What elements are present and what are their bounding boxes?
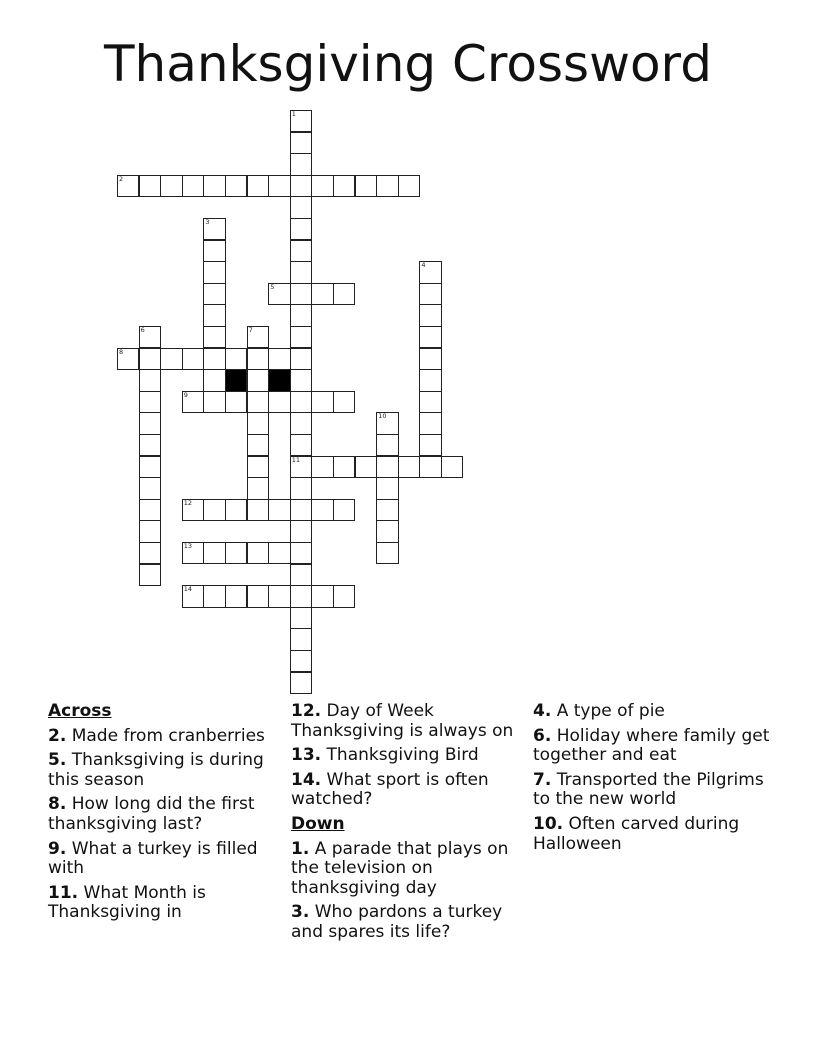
grid-cell[interactable] — [182, 499, 204, 521]
grid-cell[interactable] — [139, 456, 161, 478]
grid-cell[interactable] — [203, 304, 225, 326]
clue-number: 12. — [291, 701, 322, 721]
grid-cell[interactable] — [247, 499, 269, 521]
clue-number: 11. — [48, 882, 79, 903]
grid-cell[interactable] — [117, 175, 139, 197]
grid-cell[interactable] — [290, 672, 312, 694]
grid-cell[interactable] — [290, 240, 312, 262]
grid-cell[interactable] — [355, 175, 377, 197]
grid-cell[interactable] — [290, 520, 312, 542]
clue-across-9 — [48, 840, 288, 879]
grid-cell[interactable] — [290, 477, 312, 499]
grid-cell[interactable] — [139, 477, 161, 499]
grid-cell[interactable] — [311, 175, 333, 197]
cell-number: 3 — [205, 218, 210, 226]
grid-cell[interactable] — [139, 434, 161, 456]
clue-across-2 — [48, 727, 288, 747]
cell-number: 4 — [421, 261, 426, 270]
grid-cell[interactable] — [376, 499, 398, 521]
grid-cell[interactable] — [290, 110, 312, 132]
grid-cell[interactable] — [376, 520, 398, 542]
grid-cell[interactable] — [376, 175, 398, 197]
across-heading: Across — [48, 701, 112, 721]
clues-column-3 — [533, 702, 773, 859]
grid-cell[interactable] — [419, 456, 441, 478]
grid-cell[interactable] — [247, 348, 269, 370]
grid-cell[interactable] — [333, 499, 355, 521]
cell-number: 11 — [291, 455, 301, 464]
grid-cell[interactable] — [311, 283, 333, 305]
grid-cell[interactable] — [376, 542, 398, 564]
grid-cell[interactable] — [203, 348, 225, 370]
clue-text: How long did the first thanksgiving last? — [48, 794, 255, 834]
clue-number: 5. — [48, 750, 67, 771]
page-title: Thanksgiving Crossword — [104, 35, 712, 93]
clue-number: 8. — [48, 794, 67, 815]
clue-number: 3. — [291, 902, 310, 923]
clue-down-1 — [291, 840, 527, 899]
clue-text: Often carved during Halloween — [533, 813, 740, 854]
grid-cell[interactable] — [311, 499, 333, 521]
clue-number: 14. — [291, 769, 322, 790]
grid-cell[interactable] — [290, 196, 312, 218]
grid-cell[interactable] — [290, 348, 312, 370]
grid-cell[interactable] — [311, 456, 333, 478]
grid-cell[interactable] — [203, 261, 225, 283]
grid-cell[interactable] — [182, 175, 204, 197]
clue-number: 13. — [291, 745, 322, 766]
clue-text: A parade that plays on the television on thanksgiving day — [291, 838, 509, 898]
clue-down-4 — [533, 702, 773, 722]
clue-text: Holiday where family get together and eat — [533, 725, 770, 766]
grid-cell[interactable] — [419, 261, 441, 283]
grid-cell[interactable] — [290, 499, 312, 521]
grid-cell[interactable] — [139, 326, 161, 348]
grid-cell[interactable] — [247, 326, 269, 348]
grid-cell[interactable] — [290, 650, 312, 672]
grid-cell[interactable] — [268, 283, 290, 305]
grid-cell[interactable] — [225, 175, 247, 197]
clue-number: 10. — [533, 813, 564, 834]
grid-black-cell — [225, 369, 247, 391]
grid-cell[interactable] — [160, 175, 182, 197]
grid-cell[interactable] — [290, 585, 312, 607]
clue-text: Made from cranberries — [71, 725, 265, 746]
grid-cell[interactable] — [419, 326, 441, 348]
grid-cell[interactable] — [333, 585, 355, 607]
clue-across-5 — [48, 751, 288, 790]
grid-cell[interactable] — [333, 456, 355, 478]
clue-text: A type of pie — [556, 701, 665, 721]
grid-cell[interactable] — [290, 628, 312, 650]
clue-text: What Month is Thanksgiving in — [48, 882, 206, 923]
grid-cell[interactable] — [247, 175, 269, 197]
grid-cell[interactable] — [290, 175, 312, 197]
grid-cell[interactable] — [398, 175, 420, 197]
grid-cell[interactable] — [139, 499, 161, 521]
clue-number: 6. — [533, 725, 552, 746]
grid-cell[interactable] — [419, 348, 441, 370]
clue-down-6 — [533, 727, 773, 766]
grid-cell[interactable] — [247, 456, 269, 478]
cell-number: 14 — [183, 585, 193, 594]
clue-number: 1. — [291, 838, 310, 859]
clue-across-11 — [48, 884, 288, 923]
grid-cell[interactable] — [376, 434, 398, 456]
cell-number: 13 — [183, 542, 193, 550]
grid-cell[interactable] — [419, 283, 441, 305]
clue-text: Thanksgiving Bird — [326, 745, 479, 766]
grid-cell[interactable] — [203, 218, 225, 240]
grid-cell[interactable] — [139, 520, 161, 542]
grid-cell[interactable] — [311, 391, 333, 413]
clue-number: 9. — [48, 838, 67, 859]
clue-text: Transported the Pilgrims to the new world — [533, 769, 764, 810]
grid-cell[interactable] — [419, 391, 441, 413]
cell-number: 7 — [248, 326, 253, 334]
cell-number: 10 — [378, 412, 387, 421]
cell-number: 8 — [119, 347, 124, 356]
grid-black-cell — [268, 369, 290, 391]
grid-cell[interactable] — [441, 456, 463, 478]
grid-cell[interactable] — [247, 477, 269, 499]
clue-across-8 — [48, 795, 288, 834]
grid-cell[interactable] — [333, 283, 355, 305]
grid-cell[interactable] — [203, 585, 225, 607]
grid-cell[interactable] — [203, 240, 225, 262]
grid-cell[interactable] — [290, 304, 312, 326]
grid-cell[interactable] — [268, 391, 290, 413]
grid-cell[interactable] — [225, 391, 247, 413]
grid-cell[interactable] — [333, 391, 355, 413]
grid-cell[interactable] — [247, 391, 269, 413]
grid-cell[interactable] — [311, 585, 333, 607]
grid-cell[interactable] — [355, 456, 377, 478]
grid-cell[interactable] — [247, 542, 269, 564]
grid-cell[interactable] — [247, 369, 269, 391]
grid-cell[interactable] — [225, 348, 247, 370]
grid-cell[interactable] — [139, 348, 161, 370]
grid-cell[interactable] — [376, 456, 398, 478]
grid-cell[interactable] — [203, 542, 225, 564]
cell-number: 5 — [270, 282, 275, 291]
grid-cell[interactable] — [290, 326, 312, 348]
grid-cell[interactable] — [203, 283, 225, 305]
grid-cell[interactable] — [290, 412, 312, 434]
clue-down-10 — [533, 815, 773, 854]
clue-text: Day of Week Thanksgiving is always on — [291, 701, 514, 741]
grid-cell[interactable] — [290, 218, 312, 240]
grid-cell[interactable] — [203, 175, 225, 197]
grid-cell[interactable] — [290, 434, 312, 456]
grid-cell[interactable] — [139, 412, 161, 434]
grid-cell[interactable] — [182, 585, 204, 607]
grid-cell[interactable] — [139, 175, 161, 197]
grid-cell[interactable] — [290, 369, 312, 391]
grid-cell[interactable] — [247, 434, 269, 456]
grid-cell[interactable] — [182, 391, 204, 413]
grid-cell[interactable] — [247, 585, 269, 607]
grid-cell[interactable] — [290, 607, 312, 629]
clue-down-7 — [533, 771, 773, 810]
grid-cell[interactable] — [182, 348, 204, 370]
grid-cell[interactable] — [290, 261, 312, 283]
grid-cell[interactable] — [203, 391, 225, 413]
cell-number: 2 — [119, 174, 124, 183]
grid-cell[interactable] — [290, 542, 312, 564]
grid-cell[interactable] — [419, 369, 441, 391]
grid-cell[interactable] — [182, 542, 204, 564]
grid-cell[interactable] — [268, 542, 290, 564]
grid-cell[interactable] — [290, 283, 312, 305]
down-heading: Down — [291, 813, 345, 834]
grid-cell[interactable] — [225, 542, 247, 564]
grid-cell[interactable] — [419, 412, 441, 434]
grid-cell[interactable] — [225, 585, 247, 607]
grid-cell[interactable] — [139, 391, 161, 413]
grid-cell[interactable] — [268, 585, 290, 607]
grid-cell[interactable] — [225, 499, 247, 521]
cell-number: 1 — [291, 110, 296, 118]
clue-number: 7. — [533, 769, 552, 790]
grid-cell[interactable] — [290, 391, 312, 413]
cell-number: 9 — [183, 390, 188, 399]
clue-text: What sport is often watched? — [291, 769, 489, 810]
grid-cell[interactable] — [290, 456, 312, 478]
cell-number: 6 — [140, 326, 145, 334]
clue-down-3 — [291, 903, 527, 942]
clue-across-14 — [291, 771, 527, 810]
grid-cell[interactable] — [203, 369, 225, 391]
clue-across-12 — [291, 702, 527, 741]
grid-cell[interactable] — [117, 348, 139, 370]
grid-cell[interactable] — [203, 326, 225, 348]
clue-text: Thanksgiving is during this season — [48, 750, 264, 790]
grid-cell[interactable] — [419, 304, 441, 326]
grid-cell[interactable] — [290, 564, 312, 586]
cell-number: 12 — [183, 498, 193, 507]
grid-cell[interactable] — [268, 499, 290, 521]
clue-text: What a turkey is filled with — [48, 838, 258, 879]
clues-column-2 — [291, 702, 527, 948]
grid-cell[interactable] — [139, 542, 161, 564]
grid-cell[interactable] — [419, 434, 441, 456]
grid-cell[interactable] — [203, 499, 225, 521]
clue-across-13 — [291, 746, 527, 766]
clue-text: Who pardons a turkey and spares its life? — [291, 902, 503, 942]
grid-cell[interactable] — [139, 369, 161, 391]
grid-cell[interactable] — [290, 132, 312, 154]
grid-cell[interactable] — [376, 477, 398, 499]
grid-cell[interactable] — [333, 175, 355, 197]
grid-cell[interactable] — [160, 348, 182, 370]
clue-number: 2. — [48, 725, 67, 746]
grid-cell[interactable] — [247, 412, 269, 434]
clues-column-1 — [48, 702, 288, 928]
grid-cell[interactable] — [376, 412, 398, 434]
grid-cell[interactable] — [268, 175, 290, 197]
grid-cell[interactable] — [290, 153, 312, 175]
grid-cell[interactable] — [139, 564, 161, 586]
clue-number: 4. — [533, 701, 552, 721]
grid-cell[interactable] — [398, 456, 420, 478]
grid-cell[interactable] — [268, 348, 290, 370]
